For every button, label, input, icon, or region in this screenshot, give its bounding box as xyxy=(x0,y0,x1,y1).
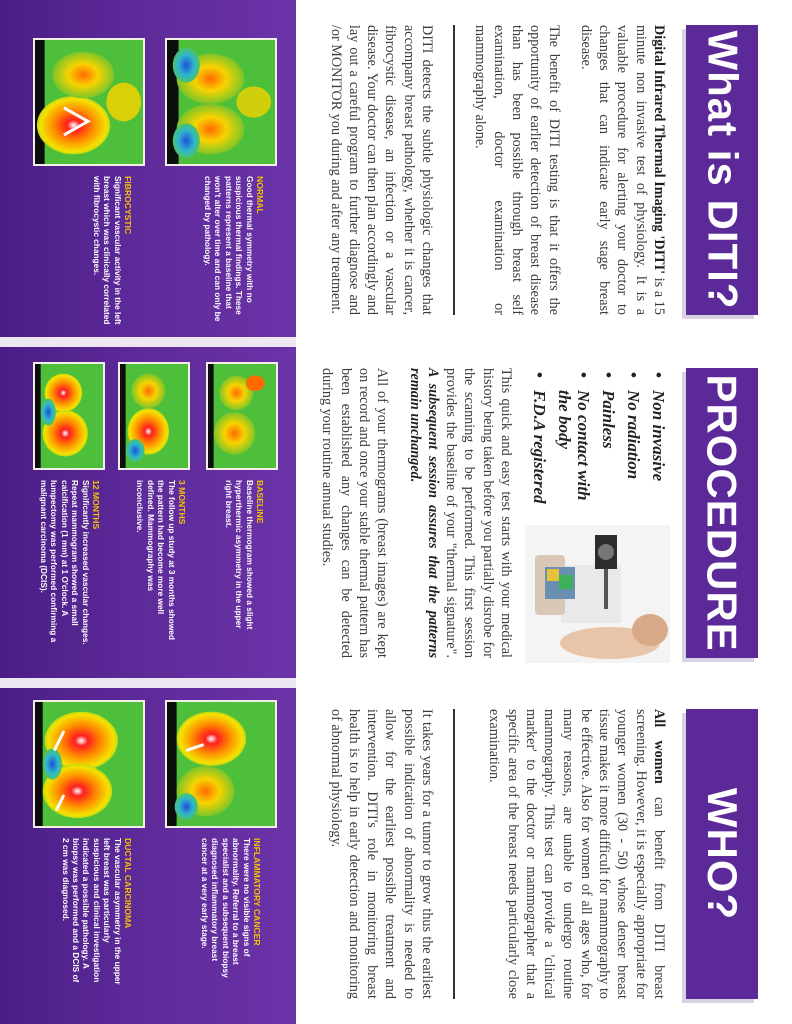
thermal-image-normal xyxy=(165,38,277,166)
caption-baseline: BASELINE Baseline thermogram showed a slight hyperthermic asymmetry in the upper right breast. xyxy=(223,480,265,630)
thermal-image-ductal-carcinoma xyxy=(33,700,145,828)
bullet-item: • No radiation xyxy=(624,368,643,508)
section-divider xyxy=(453,25,455,315)
thermal-image-inflammatory-cancer xyxy=(165,700,277,828)
bullet-item: • Painless xyxy=(599,368,618,508)
procedure-text: This quick and easy test starts with your medical history being taken before you partially disrobe for the scanning to be performed. This first session provides the baseline of your "thermal signature". A subsequent session assures that the patterns remain unchanged. All of your thermograms (breast images) are kept on record and once your stable thermal pattern has been established any changes can be detected during your routine annual studies. xyxy=(319,368,514,658)
section-divider xyxy=(453,709,455,999)
thermal-image-fibrocystic xyxy=(33,38,145,166)
thermal-scan-photo xyxy=(525,525,670,663)
procedure-bullets xyxy=(524,368,668,508)
caption-3-months: 3 MONTHS The follow up study at 3 months showed the pattern had become more well defined. Mammography was inconclusive. xyxy=(135,480,187,640)
thermal-image-3-months xyxy=(118,362,190,470)
thermal-image-12-months xyxy=(33,362,105,470)
panel-separator xyxy=(0,678,296,688)
procedure-header: PROCEDURE xyxy=(686,368,758,658)
caption-normal: NORMAL Good thermal symmetry with no suspicious thermal findings. These patterns represent a baseline that won't alter over time and can only be changed by pathology. xyxy=(202,176,265,322)
who-detail: It takes years for a tumor to grow thus the earliest possible indication of abnormality is needed to allow for the earliest possible treatment and intervention. DITI's role in monitoring breast health is to help in early detection and monitoring of abnormal physiology. xyxy=(327,709,435,999)
panel-separator xyxy=(0,337,296,347)
bullet-item: • Non invasive xyxy=(649,368,668,508)
who-intro: All women can benefit from DITI breast screening. However, it is especially appropriate for younger women (30 - 50) whose denser breast tissue makes it more difficult for mammography to be effective. Also for women of all ages who, for many reasons, are unable to undergo routine mammography. This test can provide a 'clinical marker' to the doctor or mammographer that a specific area of the breast needs particularly close examination. xyxy=(486,709,667,999)
bullet-item: • No contact with the body xyxy=(555,368,593,508)
what-is-diti-detection: DITI detects the subtle physiologic changes that accompany breast pathology, whether it is cancer, fibrocystic disease, an infection or a vascular disease. Your doctor can then plan accordingly and lay out a careful program to further diagnose and /or MONITOR you during and after any treatment. xyxy=(327,25,435,315)
what-is-diti-intro: Digital Infrared Thermal Imaging 'DITI' is a 15 minute non invasive test of physiology. It is a valuable procedure for alerting your doctor to changes that can indicate early stage breast disease. The benefit of DITI testing is that it offers the opportunity of earlier detection of breast disease than has been possible through breast self examination, doctor examination or mammography alone. xyxy=(472,25,667,315)
caption-ductal-carcinoma: DUCTAL CARCINOMA The vascular asymmetry in the upper left breast was particularly suspicious and clinical investigation indicated a possible pathology. A biopsy was performed and a DCIS of 2 cm was diagnosed. xyxy=(60,838,133,985)
what-is-diti-header: What is DITI? xyxy=(686,25,758,315)
who-header: WHO? xyxy=(686,709,758,999)
thermal-image-baseline xyxy=(206,362,278,470)
caption-12-months: 12 MONTHS Significantly increased vascular changes. Repeat mammogram showed a small calcification (1 mm) at 1 O'clock. A lumpectomy was performed confirming a malignant carcinoma (DCIS). xyxy=(38,480,101,645)
caption-inflammatory-cancer: INFLAMMATORY CANCER There were no visible signs of abnormality. Referral to a breast specialist and a subsequent biopsy diagnosed inflammatory breast cancer at a very early stage. xyxy=(199,838,262,978)
diti-term: Digital Infrared Thermal Imaging 'DITI' xyxy=(651,25,667,275)
bullet-item: • F.D.A registered xyxy=(530,368,549,508)
caption-fibrocystic: FIBROCYSTIC Significant vascular activity in the left breast which was clinically correlated with fibrocystic changes. xyxy=(91,176,133,325)
